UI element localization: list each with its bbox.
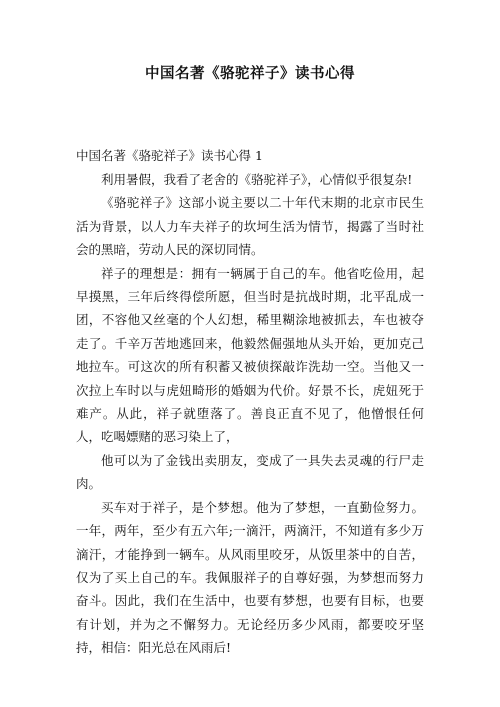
- document-title: 中国名著《骆驼祥子》读书心得: [145, 66, 355, 82]
- paragraph: 《骆驼祥子》这部小说主要以二十年代末期的北京市民生活为背景，以人力车夫祥子的坎坷生活为情节，揭露了当时社会的黑暗，劳动人民的深切同情。: [76, 195, 424, 258]
- paragraph: 他可以为了金钱出卖朋友，变成了一具失去灵魂的行尸走肉。: [76, 452, 424, 492]
- document-body: [76, 168, 424, 660]
- paragraph: 祥子的理想是：拥有一辆属于自己的车。他省吃俭用，起早摸黑，三年后终得偿所愿，但当时是抗战时期，北平乱成一团，不容他又丝毫的个人幻想，稀里糊涂地被抓去，车也被夺走了。千辛万苦地逃回来，他毅然倔强地从头开始，更加克己地拉车。可这次的所有积蓄又被侦探敲诈洗劫一空。当他又一次拉上车时以与虎妞畸形的婚姻为代价。好景不长，虎妞死于难产。从此，祥子就堕落了。善良正直不见了，他憎恨任何人，吃喝嫖赌的恶习染上了，: [76, 265, 424, 445]
- document-subtitle: 中国名著《骆驼祥子》读书心得 1: [76, 148, 263, 163]
- paragraph: 利用暑假，我看了老舍的《骆驼祥子》，心情似乎很复杂!: [101, 172, 413, 187]
- paragraph: 买车对于祥子，是个梦想。他为了梦想，一直勤俭努力。一年，两年，至少有五六年;一滴汗，两滴汗，不知道有多少万滴汗，才能挣到一辆车。从风雨里咬牙，从饭里茶中的自苦，仅为了买上自己的车。我佩服祥子的自尊好强，为梦想而努力奋斗。因此，我们在生活中，也要有梦想，也要有目标，也要有计划，并为之不懈努力。无论经历多少风雨，都要咬牙坚持，相信：阳光总在风雨后!: [76, 499, 424, 656]
